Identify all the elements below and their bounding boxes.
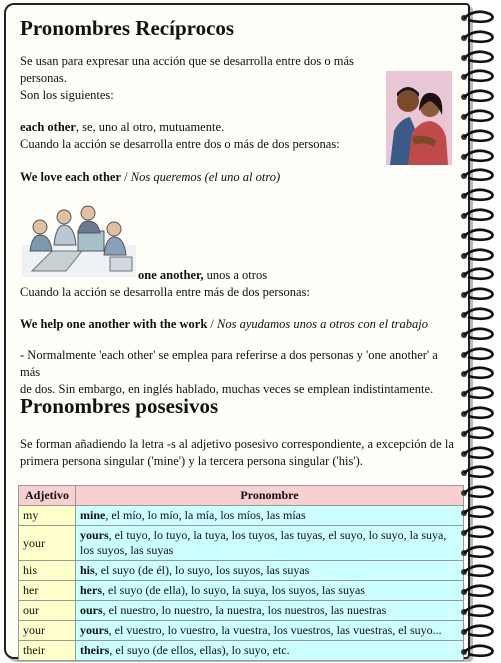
one-another-usage: Cuando la acción se desarrolla entre más de dos personas:: [20, 285, 310, 299]
pronoun-cell: [76, 641, 464, 661]
office-group-illustration: [22, 201, 136, 277]
section-title-possessive: Pronombres posesivos: [20, 394, 219, 418]
spiral-ring: [458, 525, 498, 539]
note-line-2: de dos. Sin embargo, en inglés hablado, muchas veces se emplean indistintamente.: [20, 382, 434, 396]
possessive-pronouns-table: [18, 485, 464, 661]
example1-english: We love each other: [20, 170, 122, 184]
example-one-another: [20, 316, 450, 333]
spiral-ring: [458, 188, 498, 202]
adjective-cell: their: [19, 641, 76, 661]
possessive-intro-line-1: Se forman añadiendo la letra -s al adjetivo posesivo correspondiente, a excepción de la: [20, 437, 454, 451]
example2-english: We help one another with the work: [20, 317, 208, 331]
pronoun-translation: , el suyo (de ella), lo suyo, la suya, los suyos, las suyas: [102, 583, 365, 597]
example1-separator: /: [121, 170, 131, 184]
spiral-ring: [458, 426, 498, 440]
spiral-ring: [458, 347, 498, 361]
pronoun-bold: mine: [80, 508, 106, 522]
usage-note: [20, 347, 460, 398]
spiral-ring: [458, 208, 498, 222]
example-each-other: [20, 169, 440, 186]
pronoun-bold: his: [80, 563, 95, 577]
spiral-ring: [458, 307, 498, 321]
spiral-ring: [458, 604, 498, 618]
spiral-ring: [458, 446, 498, 460]
pronoun-translation: , el vuestro, lo vuestro, la vuestra, los vuestros, las vuestras, el suyo...: [108, 623, 442, 637]
table-row: [19, 601, 464, 621]
adjective-cell: your: [19, 526, 76, 561]
spiral-ring: [458, 267, 498, 281]
spiral-ring: [458, 50, 498, 64]
pronoun-cell: [76, 506, 464, 526]
spiral-ring: [458, 69, 498, 83]
spiral-ring: [458, 366, 498, 380]
adjective-cell: her: [19, 581, 76, 601]
spiral-ring: [458, 109, 498, 123]
spiral-ring: [458, 644, 498, 658]
pronoun-translation: , el suyo (de él), lo suyo, los suyos, las suyas: [94, 563, 310, 577]
spiral-ring: [458, 564, 498, 578]
spiral-ring: [458, 10, 498, 24]
spiral-ring: [458, 584, 498, 598]
each-other-usage: Cuando la acción se desarrolla entre dos o más de dos personas:: [20, 137, 340, 151]
spiral-ring: [458, 129, 498, 143]
spiral-ring: [458, 386, 498, 400]
intro-line-2: personas.: [20, 71, 67, 85]
header-pronombre: Pronombre: [76, 486, 464, 506]
table-row: [19, 561, 464, 581]
pronoun-bold: theirs: [80, 643, 110, 657]
adjective-cell: my: [19, 506, 76, 526]
example1-spanish: Nos queremos (el uno al otro): [130, 170, 281, 184]
pronoun-bold: ours: [80, 603, 103, 617]
header-adjetivo: Adjetivo: [19, 486, 76, 506]
adjective-cell: his: [19, 561, 76, 581]
pronoun-translation: , el tuyo, lo tuyo, la tuya, los tuyos, las tuyas, el suyo, lo suyo, la suya, los suyos, las suyas: [80, 528, 447, 557]
spiral-ring: [458, 545, 498, 559]
possessive-intro: [20, 436, 460, 470]
pronoun-bold: yours: [80, 623, 109, 637]
pronoun-cell: [76, 526, 464, 561]
spiral-ring: [458, 406, 498, 420]
one-another-block: [20, 267, 440, 301]
spiral-ring: [458, 287, 498, 301]
pronoun-bold: hers: [80, 583, 102, 597]
adjective-cell: our: [19, 601, 76, 621]
pronoun-translation: , el mío, lo mío, la mía, los míos, las mías: [105, 508, 306, 522]
each-other-def: , se, uno al otro, mutuamente.: [75, 120, 225, 134]
spiral-ring: [458, 168, 498, 182]
pronoun-cell: [76, 581, 464, 601]
spiral-ring: [458, 248, 498, 262]
one-another-def: unos a otros: [203, 268, 268, 282]
intro-line-1: Se usan para expresar una acción que se desarrolla entre dos o más: [20, 54, 354, 68]
one-another-term: one another,: [138, 268, 204, 282]
notebook-page: [4, 3, 470, 659]
possessive-intro-line-2: primera persona singular ('mine') y la tercera persona singular ('his').: [20, 454, 363, 468]
pronoun-cell: [76, 621, 464, 641]
note-line-1: - Normalmente 'each other' se emplea para referirse a dos personas y 'one another' a más: [20, 348, 438, 379]
spiral-ring: [458, 149, 498, 163]
each-other-block: [20, 119, 400, 153]
example2-spanish: Nos ayudamos unos a otros con el trabajo: [217, 317, 429, 331]
example2-separator: /: [207, 317, 218, 331]
table-header-row: [19, 486, 464, 506]
table-row: [19, 506, 464, 526]
spiral-ring: [458, 465, 498, 479]
table-row: [19, 581, 464, 601]
pronoun-bold: yours: [80, 528, 109, 542]
each-other-term: each other: [20, 120, 76, 134]
pronoun-translation: , el nuestro, lo nuestro, la nuestra, los nuestros, las nuestras: [102, 603, 387, 617]
spiral-ring: [458, 505, 498, 519]
table-row: [19, 621, 464, 641]
spiral-ring: [458, 89, 498, 103]
intro-line-3: Son los siguientes:: [20, 88, 114, 102]
spiral-ring: [458, 228, 498, 242]
adjective-cell: your: [19, 621, 76, 641]
spiral-ring: [458, 485, 498, 499]
pronoun-cell: [76, 561, 464, 581]
spiral-ring: [458, 327, 498, 341]
intro-text: [20, 53, 370, 104]
pronoun-translation: , el suyo (de ellos, ellas), lo suyo, etc.: [109, 643, 290, 657]
table-row: [19, 526, 464, 561]
section-title-reciprocal: Pronombres Recíprocos: [20, 16, 235, 40]
spiral-ring: [458, 30, 498, 44]
spiral-ring: [458, 624, 498, 638]
table-row: [19, 641, 464, 661]
pronoun-cell: [76, 601, 464, 621]
